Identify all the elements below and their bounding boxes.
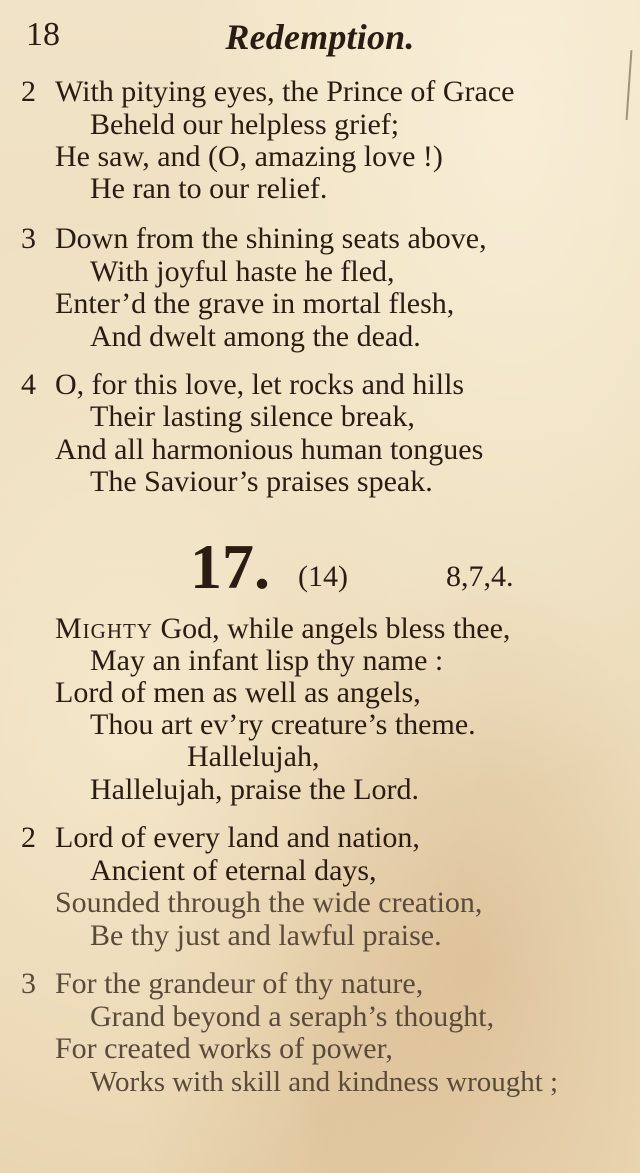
- verse-line-first: [55, 613, 510, 645]
- hymn-heading: [0, 531, 640, 605]
- first-line-rest: God, while angels bless thee,: [153, 612, 511, 645]
- verse-line: The Saviour’s praises speak.: [90, 465, 433, 498]
- stanza-number: 3: [21, 967, 36, 1000]
- verse-line: With joyful haste he fled,: [90, 255, 395, 288]
- verse-line: Thou art ev’ry creature’s theme.: [90, 708, 476, 741]
- running-title: Redemption.: [225, 17, 415, 57]
- hymn-meter: 8,7,4.: [446, 560, 514, 593]
- verse-line: With pitying eyes, the Prince of Grace: [55, 75, 515, 108]
- stanza-number: 2: [21, 75, 36, 108]
- verse-line: Enter’d the grave in mortal flesh,: [55, 287, 455, 320]
- stanza-number: 4: [21, 368, 36, 401]
- verse-line: Works with skill and kindness wrought ;: [90, 1066, 559, 1098]
- verse-line: Sounded through the wide creation,: [55, 886, 483, 919]
- refrain-line: Hallelujah, praise the Lord.: [90, 773, 420, 806]
- stanza-number: 3: [21, 222, 36, 255]
- verse-line: For the grandeur of thy nature,: [55, 967, 424, 1000]
- verse-line: Down from the shining seats above,: [55, 222, 487, 255]
- verse-line: Their lasting silence break,: [90, 400, 415, 433]
- verse-line: He saw, and (O, amazing love !): [55, 140, 443, 173]
- verse-line: Grand beyond a seraph’s thought,: [90, 1000, 495, 1033]
- verse-line: For created works of power,: [55, 1032, 393, 1065]
- first-word: Mighty: [55, 612, 153, 645]
- page-number: 18: [26, 16, 60, 53]
- verse-line: And all harmonious human tongues: [55, 433, 484, 466]
- verse-line: May an infant lisp thy name :: [90, 644, 444, 677]
- page-edge-mark: [622, 50, 633, 120]
- verse-line: O, for this love, let rocks and hills: [55, 368, 465, 401]
- page-header: [0, 10, 640, 60]
- stanza-number: 2: [21, 821, 36, 854]
- verse-line: Lord of men as well as angels,: [55, 676, 421, 709]
- hymn-alt-number: (14): [298, 560, 348, 593]
- verse-line: Lord of every land and nation,: [55, 821, 420, 854]
- refrain-line: Hallelujah,: [187, 740, 320, 773]
- hymn-number: 17.: [190, 531, 270, 602]
- verse-line: Be thy just and lawful praise.: [90, 919, 442, 952]
- verse-line: Beheld our helpless grief;: [90, 108, 400, 141]
- verse-line: He ran to our relief.: [90, 172, 328, 205]
- verse-line: And dwelt among the dead.: [90, 320, 421, 353]
- verse-line: Ancient of eternal days,: [90, 854, 377, 887]
